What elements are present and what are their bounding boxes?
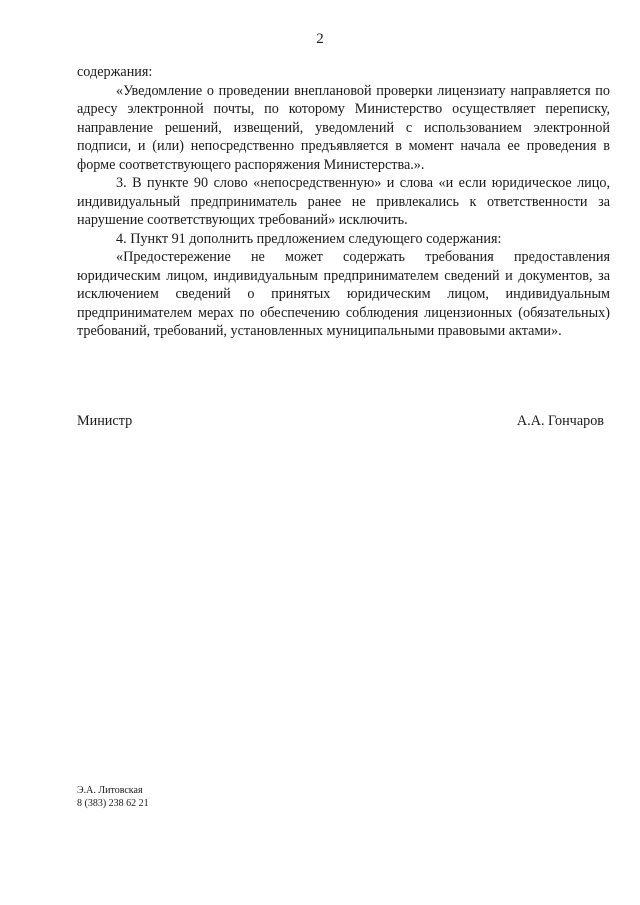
signature-block: [77, 412, 604, 430]
signatory-name: А.А. Гончаров: [516, 413, 604, 429]
signatory-position: Министр: [77, 413, 133, 429]
executor-block: [77, 785, 149, 810]
paragraph-notification-quote: «Уведомление о проведении внеплановой проверки лицензиату направляется по адресу электронной почты, по которому Министерство осуществляет переписку, направление решений, извещений, уведомлений с использованием электронной подписи, и (или) непосредственно предъявляется в момент начала ее проведения в форме соответствующего распоряжения Министерства.».: [77, 82, 610, 173]
paragraph-warning-quote: «Предостережение не может содержать требования предоставления юридическим лицом, индивидуальным предпринимателем сведений и документов, за исключением сведений о принятых юридическим лицом, индивидуальным предпринимателем мерах по обеспечению соблюдения лицензионных (обязательных) требований, требований, установленных муниципальными правовыми актами».: [77, 249, 610, 339]
document-body: [77, 63, 610, 341]
paragraph-continuation: содержания:: [77, 64, 153, 80]
paragraph-item-4: 4. Пункт 91 дополнить предложением следующего содержания:: [116, 230, 502, 247]
executor-name: Э.А. Литовская: [77, 785, 143, 796]
paragraph-item-3: 3. В пункте 90 слово «непосредственную» и слова «и если юридическое лицо, индивидуальный предприниматель ранее не привлекались к ответственности за нарушение соответствующих требований» исключить.: [77, 175, 610, 228]
page-number: 2: [316, 31, 324, 47]
executor-phone: 8 (383) 238 62 21: [77, 797, 149, 809]
